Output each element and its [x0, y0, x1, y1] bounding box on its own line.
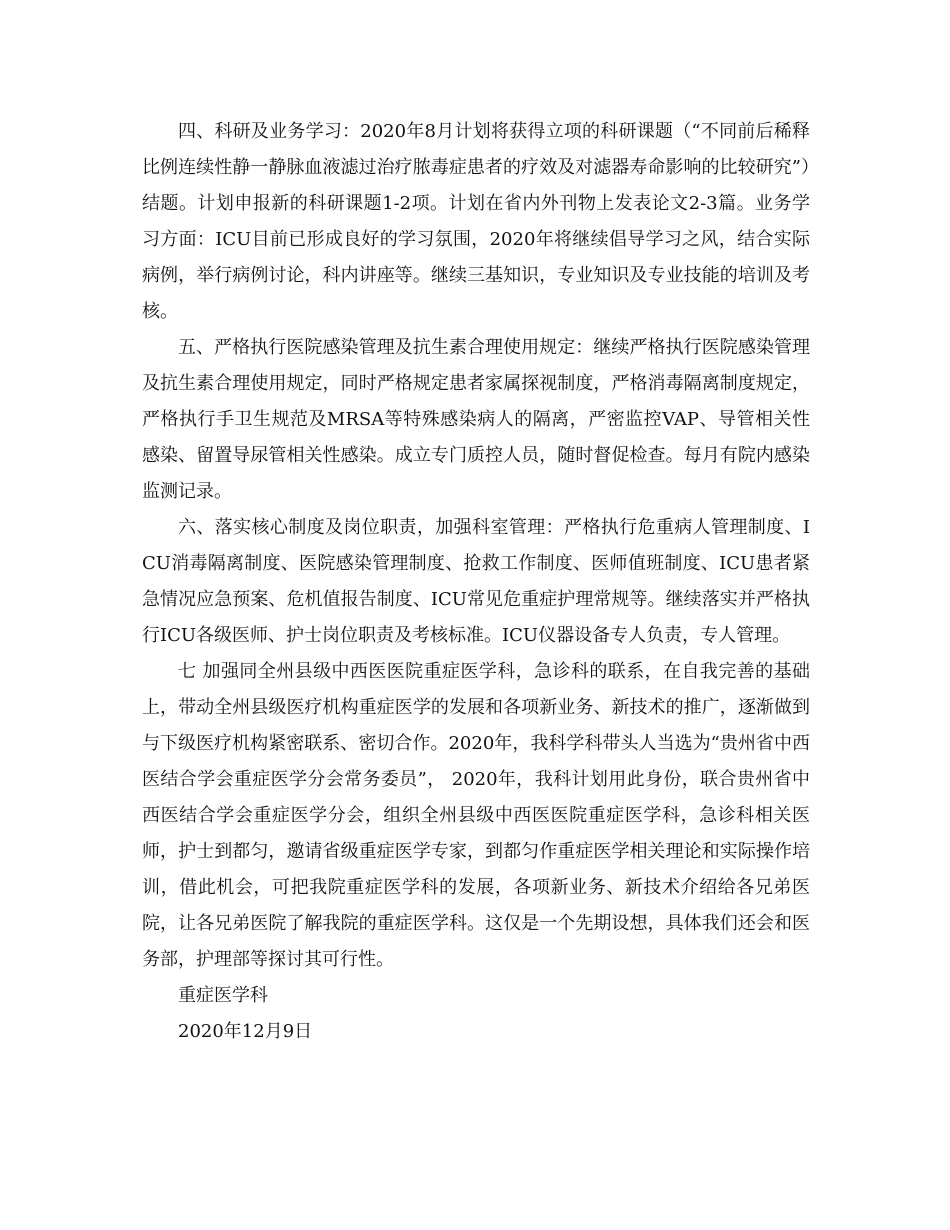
paragraph-core-system: 六、落实核心制度及岗位职责，加强科室管理：严格执行危重病人管理制度、ICU消毒隔离制度、医院感染管理制度、抢救工作制度、医师值班制度、ICU患者紧急情况应急预案、危机值报告制度、ICU常见危重症护理常规等。继续落实并严格执行ICU各级医师、护士岗位职责及考核标准。ICU仪器设备专人负责，专人管理。 [142, 517, 810, 646]
signature-date: 2020年12月9日 [178, 1021, 313, 1042]
signature-department: 重症医学科 [178, 985, 268, 1006]
paragraph-infection-control: 五、严格执行医院感染管理及抗生素合理使用规定：继续严格执行医院感染管理及抗生素合理使用规定，同时严格规定患者家属探视制度，严格消毒隔离制度规定，严格执行手卫生规范及MRSA等特殊感染病人的隔离，严密监控VAP、导管相关性感染、留置导尿管相关性感染。成立专门质控人员，随时督促检查。每月有院内感染监测记录。 [142, 337, 810, 502]
paragraph-cooperation: 七 加强同全州县级中西医医院重症医学科，急诊科的联系，在自我完善的基础上，带动全州县级医疗机构重症医学的发展和各项新业务、新技术的推广，逐渐做到与下级医疗机构紧密联系、密切合作。2020年，我科学科带头人当选为“贵州省中西医结合学会重症医学分会常务委员”， 2020年，我科计划用此身份，联合贵州省中西医结合学会重症医学分会，组织全州县级中西医医院重症医学科，急诊科相关医师，护士到都匀，邀请省级重症医学专家，到都匀作重症医学相关理论和实际操作培训，借此机会，可把我院重症医学科的发展，各项新业务、新技术介绍给各兄弟医院，让各兄弟医院了解我院的重症医学科。这仅是一个先期设想，具体我们还会和医务部，护理部等探讨其可行性。 [142, 661, 810, 970]
document-body [142, 114, 810, 1050]
paragraph-research: 四、科研及业务学习：2020年8月计划将获得立项的科研课题（“不同前后稀释比例连续性静一静脉血液滤过治疗脓毒症患者的疗效及对滤器寿命影响的比较研究”）结题。计划申报新的科研课题1-2项。计划在省内外刊物上发表论文2-3篇。业务学习方面：ICU目前已形成良好的学习氛围，2020年将继续倡导学习之风，结合实际病例，举行病例讨论，科内讲座等。继续三基知识，专业知识及专业技能的培训及考核。 [142, 121, 810, 322]
